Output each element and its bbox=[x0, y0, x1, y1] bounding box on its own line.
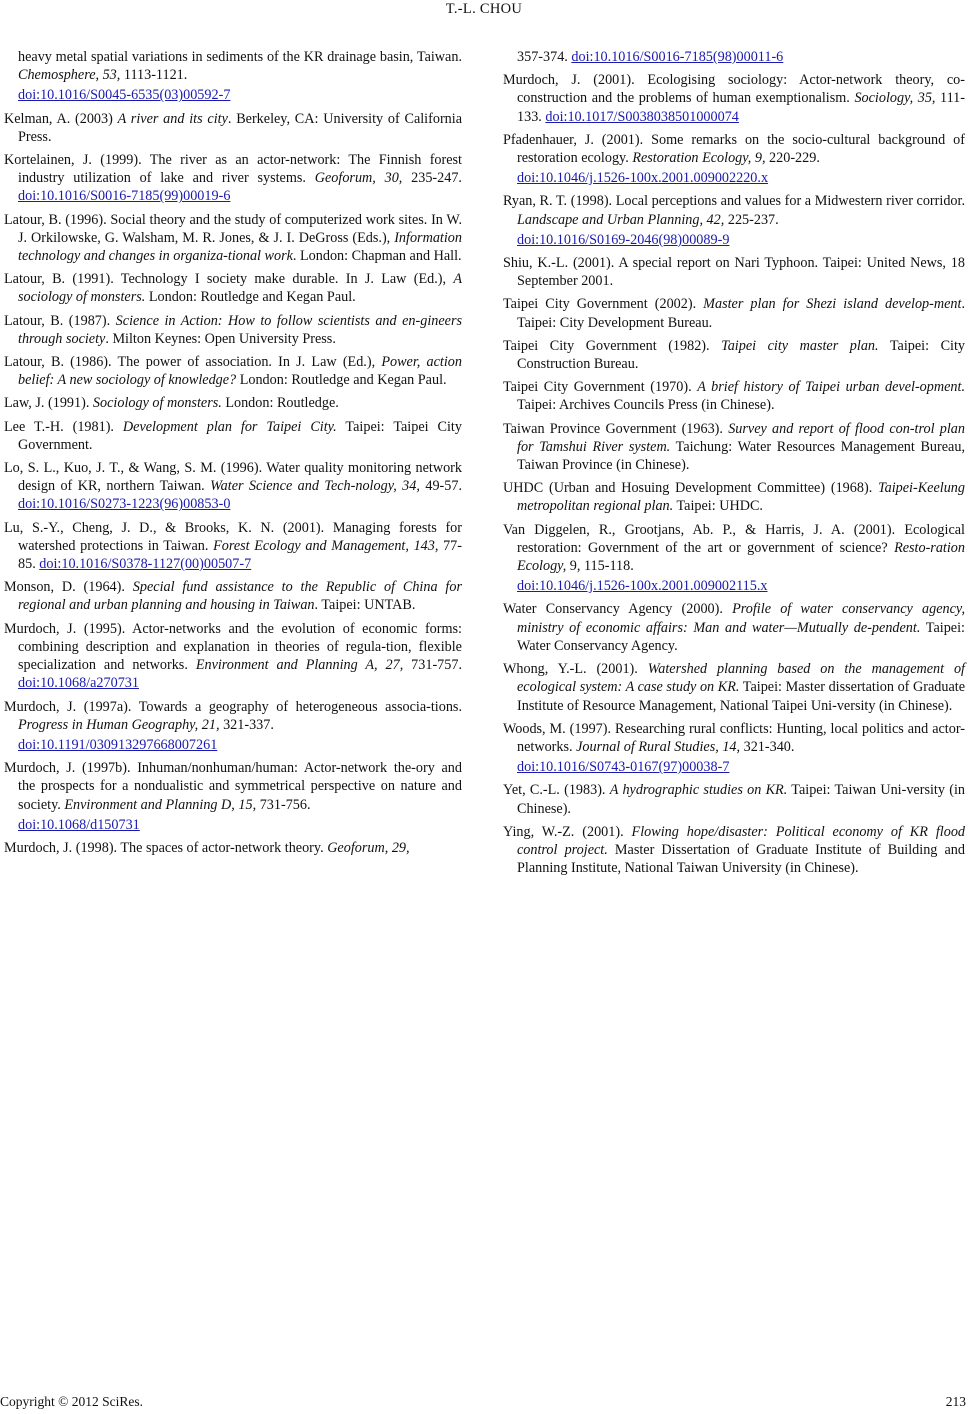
reference-text: 9, 115-118. bbox=[566, 558, 634, 575]
reference-text: London: Routledge and Kegan Paul. bbox=[236, 372, 447, 389]
reference-source: Geoforum, 29, bbox=[327, 839, 410, 856]
reference-text: Pfadenhauer, J. (2001). Some remarks on the socio-cultural background of restoration ecology. bbox=[503, 131, 965, 167]
copyright-notice: Copyright © 2012 SciRes. bbox=[0, 1394, 144, 1409]
reference-text: 111-133. bbox=[517, 90, 966, 125]
reference-entry bbox=[4, 312, 462, 348]
reference-text: Lee T.-H. (1981). bbox=[4, 418, 123, 435]
reference-entry bbox=[503, 660, 965, 715]
reference-source: Taipei city master plan. bbox=[721, 337, 879, 354]
reference-text: Taipei City Government (1970). bbox=[503, 379, 698, 396]
reference-source: Taipei-Keelung metropolitan regional plan. bbox=[517, 480, 965, 515]
reference-source: Forest Ecology and Management, 143, bbox=[213, 537, 439, 554]
reference-source: Sociology, 35, bbox=[854, 90, 936, 107]
reference-source: Science in Action: How to follow scientists and en-gineers through society bbox=[18, 312, 462, 347]
doi-link[interactable]: doi:10.1016/S0378-1127(00)00507-7 bbox=[39, 556, 252, 573]
reference-text: 49-57. bbox=[419, 478, 462, 495]
reference-text: Taipei: Master dissertation of Graduate Institute of Resource Management, National Taipei Uni-versity (in Chinese). bbox=[517, 679, 965, 714]
reference-entry bbox=[503, 48, 965, 66]
reference-text: 225-237. bbox=[724, 211, 779, 228]
reference-text: Murdoch, J. (1997b). Inhuman/nonhuman/human: Actor-network the-ory and the prospects for a nondualistic and symmetrical perspective on nature and society. bbox=[4, 760, 462, 813]
reference-entry bbox=[4, 459, 462, 514]
reference-source: Flowing hope/disaster: Political economy of KR flood control project. bbox=[517, 823, 966, 858]
reference-text: Kortelainen, J. (1999). The river as an actor-network: The Finnish forest industry utilization of lake and river systems. bbox=[4, 152, 462, 187]
running-head: T.-L. CHOU bbox=[445, 1, 523, 17]
reference-text: Taipei City Government (1982). bbox=[503, 337, 722, 354]
reference-source: Information technology and changes in organiza-tional work bbox=[18, 229, 462, 265]
reference-entry bbox=[503, 600, 965, 655]
reference-entry bbox=[503, 823, 965, 878]
reference-source: Power, action belief: A new sociology of knowledge? bbox=[18, 354, 462, 389]
reference-text: Taipei: Water Conservancy Agency. bbox=[517, 619, 965, 654]
doi-link[interactable]: doi:10.1046/j.1526-100x.2001.009002115.x bbox=[517, 578, 768, 595]
reference-source: Chemosphere, 53, bbox=[18, 67, 121, 84]
reference-text: Law, J. (1991). bbox=[4, 395, 93, 412]
doi-link[interactable]: doi:10.1046/j.1526-100x.2001.009002220.x bbox=[517, 170, 769, 187]
reference-text: Murdoch, J. (1995). Actor-networks and the evolution of economic forms: combining description and explanation in theories of regula-tion, flexible specialization and networks. bbox=[4, 620, 462, 674]
doi-link[interactable]: doi:10.1017/S0038038501000074 bbox=[545, 108, 739, 125]
reference-entry bbox=[4, 211, 462, 266]
doi-link[interactable]: doi:10.1016/S0273-1223(96)00853-0 bbox=[18, 496, 231, 513]
references-right-column bbox=[503, 48, 965, 882]
reference-text: Taipei: Taipei City Government. bbox=[18, 418, 462, 453]
reference-source: Special fund assistance to the Republic of China for regional and urban planning and housing in Taiwan bbox=[18, 579, 462, 614]
reference-entry bbox=[503, 131, 965, 188]
reference-entry bbox=[503, 71, 965, 126]
reference-text: Murdoch, J. (2001). Ecologising sociology: Actor-network theory, co-construction and the problems of human exemptionalism. bbox=[503, 72, 965, 107]
reference-source: Landscape and Urban Planning, 42, bbox=[517, 211, 725, 228]
doi-link[interactable]: doi:10.1068/a270731 bbox=[18, 675, 139, 692]
reference-source: Environment and Planning A, 27, bbox=[195, 657, 404, 674]
reference-text: 321-337. bbox=[219, 716, 274, 733]
doi-link[interactable]: doi:10.1068/d150731 bbox=[18, 816, 140, 833]
doi-link[interactable]: doi:10.1016/S0016-7185(98)00011-6 bbox=[571, 49, 784, 65]
reference-text: Taiwan Province Government (1963). bbox=[503, 420, 729, 437]
reference-entry bbox=[503, 254, 965, 290]
reference-source: Development plan for Taipei City. bbox=[122, 418, 337, 435]
reference-text: 731-757. bbox=[403, 657, 463, 674]
reference-entry bbox=[4, 270, 462, 306]
reference-text: UHDC (Urban and Hosuing Development Committee) (1968). bbox=[503, 480, 879, 497]
reference-entry bbox=[4, 698, 462, 755]
reference-text: Woods, M. (1997). Researching rural conflicts: Hunting, local politics and actor-networks. bbox=[503, 720, 965, 755]
page-number: 213 bbox=[945, 1394, 966, 1409]
reference-text: Taipei: Taiwan Uni-versity (in Chinese). bbox=[517, 782, 965, 817]
reference-text: Taichung: Water Resources Management Bureau, Taiwan Province (in Chinese). bbox=[517, 438, 965, 474]
reference-entry bbox=[503, 295, 965, 331]
reference-source: A sociology of monsters. bbox=[18, 271, 462, 306]
reference-source: Watershed planning based on the management of ecological system: A case study on KR. bbox=[517, 661, 965, 696]
reference-entry bbox=[503, 192, 965, 249]
reference-text: 77-85. bbox=[18, 537, 462, 573]
reference-source: Progress in Human Geography, 21, bbox=[18, 716, 220, 733]
reference-source: Resto-ration Ecology, bbox=[517, 539, 965, 575]
reference-source: Profile of water conservancy agency, ministry of economic affairs: Man and water—Mutually de-pendent. bbox=[517, 601, 965, 636]
reference-text: Taipei: Archives Councils Press (in Chinese). bbox=[517, 397, 775, 414]
reference-text: Ryan, R. T. (1998). Local perceptions and values for a Midwestern river corridor. bbox=[503, 193, 965, 210]
reference-entry bbox=[503, 420, 965, 475]
reference-source: Journal of Rural Studies, 14, bbox=[576, 738, 741, 755]
reference-source: Environment and Planning D, 15, bbox=[64, 796, 257, 813]
reference-text: 357-374. bbox=[517, 49, 572, 65]
references-left-column bbox=[4, 48, 462, 862]
reference-text: London: Routledge. bbox=[221, 395, 339, 412]
doi-link[interactable]: doi:10.1016/S0743-0167(97)00038-7 bbox=[517, 759, 730, 776]
reference-text: 321-340. bbox=[740, 738, 795, 755]
reference-text: heavy metal spatial variations in sediments of the KR drainage basin, Taiwan. bbox=[18, 49, 462, 65]
reference-text: Van Diggelen, R., Grootjans, Ab. P., & Harris, J. A. (2001). Ecological restoration: Government of the art or government of science? bbox=[503, 521, 965, 556]
reference-text: . Milton Keynes: Open University Press. bbox=[105, 330, 336, 347]
reference-text: 1113-1121. bbox=[120, 67, 188, 84]
reference-entry bbox=[4, 839, 462, 857]
reference-entry bbox=[503, 720, 965, 777]
reference-entry bbox=[4, 394, 462, 412]
reference-text: . Berkeley, CA: University of California Press. bbox=[18, 110, 463, 145]
reference-entry bbox=[4, 620, 462, 693]
reference-text: 220-229. bbox=[765, 150, 820, 167]
reference-entry bbox=[4, 519, 462, 574]
reference-text: 731-756. bbox=[256, 796, 311, 813]
reference-text: Latour, B. (1991). Technology I society make durable. In J. Law (Ed.), bbox=[4, 271, 454, 288]
reference-source: Sociology of monsters. bbox=[92, 395, 222, 412]
reference-entry bbox=[4, 759, 462, 834]
reference-text: Murdoch, J. (1998). The spaces of actor-network theory. bbox=[4, 839, 328, 856]
reference-text: Murdoch, J. (1997a). Towards a geography of heterogeneous associa-tions. bbox=[4, 698, 462, 715]
reference-text: Latour, B. (1986). The power of association. In J. Law (Ed.), bbox=[4, 354, 382, 371]
reference-text: 235-247. bbox=[402, 170, 462, 187]
reference-entry bbox=[4, 353, 462, 389]
reference-entry bbox=[503, 781, 965, 817]
reference-source: Restoration Ecology, 9, bbox=[632, 150, 766, 167]
reference-text: London: Routledge and Kegan Paul. bbox=[145, 289, 356, 306]
reference-text: Latour, B. (1987). bbox=[4, 312, 116, 329]
reference-text: Latour, B. (1996). Social theory and the study of computerized work sites. In W. J. Orkilowske, G. Walsham, M. R. Jones, & J. I. DeGross (Eds.), bbox=[4, 211, 462, 246]
reference-text: Yet, C.-L. (1983). bbox=[503, 782, 610, 799]
reference-entry bbox=[4, 578, 462, 614]
reference-text: Whong, Y.-L. (2001). bbox=[503, 661, 648, 678]
reference-text: Kelman, A. (2003) bbox=[4, 110, 118, 127]
reference-text: Lo, S. L., Kuo, J. T., & Wang, S. M. (1996). Water quality monitoring network design of KR, northern Taiwan. bbox=[4, 460, 462, 495]
reference-text: Ying, W.-Z. (2001). bbox=[503, 823, 632, 840]
reference-source: A river and its city bbox=[117, 110, 228, 127]
reference-entry bbox=[4, 418, 462, 454]
reference-entry bbox=[4, 48, 462, 105]
reference-entry bbox=[503, 521, 965, 596]
reference-source: A brief history of Taipei urban devel-opment. bbox=[697, 379, 965, 396]
reference-text: Lu, S.-Y., Cheng, J. D., & Brooks, K. N. (2001). Managing forests for watershed protections in Taiwan. bbox=[4, 519, 462, 554]
reference-text: Master Dissertation of Graduate Institute of Building and Planning Institute, National Taiwan University (in Chinese). bbox=[517, 841, 965, 877]
reference-entry bbox=[503, 337, 965, 373]
reference-text: Taipei City Government (2002). bbox=[503, 296, 704, 313]
reference-text: . London: Chapman and Hall. bbox=[292, 248, 462, 265]
reference-text: Monson, D. (1964). bbox=[4, 579, 133, 596]
reference-text: Water Conservancy Agency (2000). bbox=[503, 601, 733, 618]
reference-text: Taipei: UHDC. bbox=[673, 498, 763, 515]
reference-text: . Taipei: UNTAB. bbox=[314, 597, 416, 614]
reference-entry bbox=[503, 479, 965, 515]
reference-source: Master plan for Shezi island develop-ment bbox=[703, 296, 962, 313]
reference-entry bbox=[4, 110, 462, 146]
reference-entry bbox=[4, 151, 462, 206]
reference-text: Taipei: City Construction Bureau. bbox=[517, 337, 966, 373]
doi-link[interactable]: doi:10.1016/S0016-7185(99)00019-6 bbox=[18, 188, 231, 205]
doi-link[interactable]: doi:10.1191/030913297668007261 bbox=[18, 736, 218, 753]
reference-text: Shiu, K.-L. (2001). A special report on Nari Typhoon. Taipei: United News, 18 September 2001. bbox=[503, 255, 965, 290]
reference-source: A hydrographic studies on KR. bbox=[609, 782, 788, 799]
reference-source: Water Science and Tech-nology, 34, bbox=[210, 478, 420, 495]
doi-link[interactable]: doi:10.1016/S0169-2046(98)00089-9 bbox=[517, 231, 730, 248]
doi-link[interactable]: doi:10.1016/S0045-6535(03)00592-7 bbox=[18, 87, 231, 104]
reference-source: Geoforum, 30, bbox=[314, 170, 403, 187]
reference-text: . Taipei: City Development Bureau. bbox=[517, 296, 965, 331]
reference-source: Survey and report of flood con-trol plan for Tamshui River system. bbox=[517, 420, 965, 455]
reference-entry bbox=[503, 378, 965, 414]
